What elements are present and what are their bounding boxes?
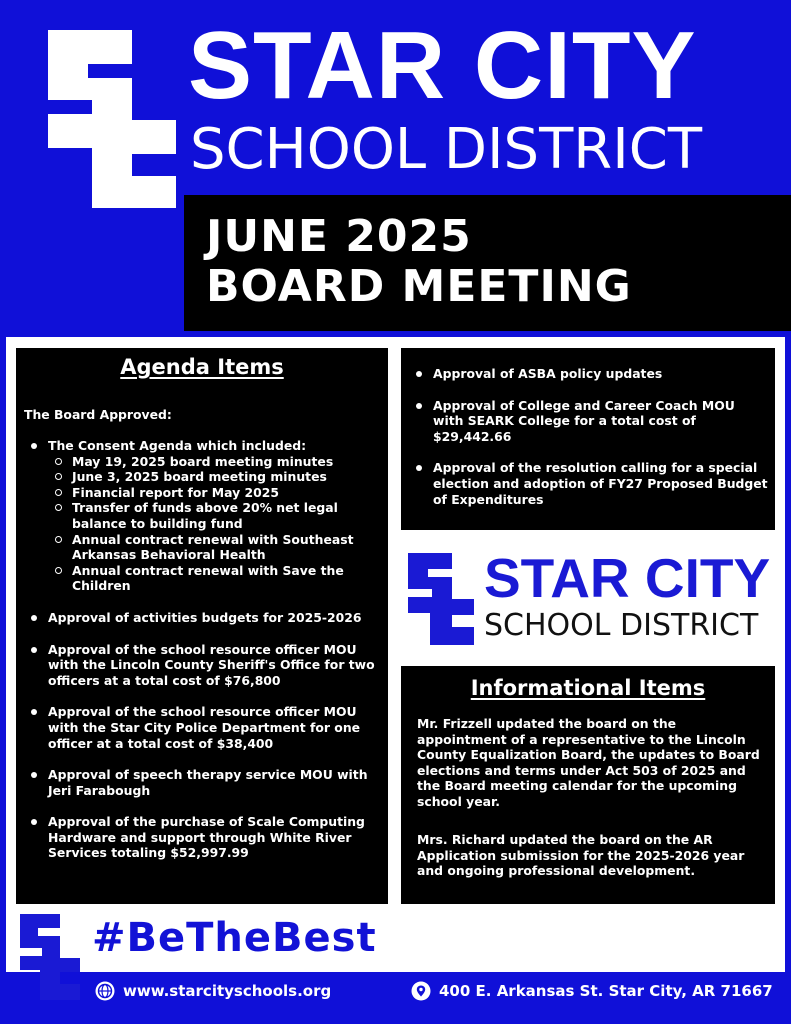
agenda-intro: The Board Approved:	[24, 407, 172, 422]
sub-item: June 3, 2025 board meeting minutes	[48, 469, 386, 485]
website-text: www.starcityschools.org	[123, 982, 332, 1000]
sub-item: Transfer of funds above 20% net legal balance to building fund	[48, 500, 386, 531]
agenda-list	[24, 438, 386, 877]
address-text: 400 E. Arkansas St. Star City, AR 71667	[439, 982, 773, 1000]
agenda-heading: Agenda Items	[120, 355, 284, 379]
list-item: Approval of the school resource officer MOU with the Star City Police Department for one officer at a total cost of $38,400	[24, 704, 386, 751]
info-panel	[401, 666, 775, 904]
sub-item: Annual contract renewal with Southeast Arkansas Behavioral Health	[48, 532, 386, 563]
content-area	[6, 337, 785, 910]
consent-sublist	[48, 454, 386, 594]
list-item: Approval of the purchase of Scale Computing Hardware and support through White River Services totaling $52,997.99	[24, 814, 386, 861]
list-item: Approval of activities budgets for 2025-2026	[24, 610, 386, 626]
sub-item: May 19, 2025 board meeting minutes	[48, 454, 386, 470]
website-link[interactable]	[95, 980, 331, 1002]
sc-logo-small	[404, 547, 476, 647]
info-heading: Informational Items	[470, 676, 706, 700]
header	[0, 0, 791, 335]
list-item: Approval of speech therapy service MOU with Jeri Farabough	[24, 767, 386, 798]
approvals-list	[409, 366, 769, 523]
consent-label: The Consent Agenda which included:	[48, 438, 307, 453]
mid-subtitle: SCHOOL DISTRICT	[484, 608, 759, 643]
list-item: Approval of College and Career Coach MOU with SEARK College for a total cost of $29,442.66	[409, 398, 769, 445]
meeting-banner	[184, 195, 791, 331]
sub-item: Annual contract renewal with Save the Children	[48, 563, 386, 594]
meeting-date: JUNE 2025	[206, 211, 472, 262]
sub-item: Financial report for May 2025	[48, 485, 386, 501]
info-paragraph-1: Mr. Frizzell updated the board on the appointment of a representative to the Lincoln County Equalization Board, the updates to Board elections and terms under Act 503 of 2025 and the Board meeting calendar for the upcoming school year.	[417, 716, 760, 809]
globe-icon	[95, 981, 115, 1001]
address	[411, 980, 773, 1002]
agenda-panel	[16, 348, 388, 904]
list-item: Approval of ASBA policy updates	[409, 366, 769, 382]
approvals-panel	[401, 348, 775, 530]
list-item	[24, 438, 386, 594]
sc-logo	[40, 20, 180, 210]
district-title: STAR CITY	[188, 12, 697, 119]
list-item: Approval of the resolution calling for a special election and adoption of FY27 Proposed Budget of Expenditures	[409, 460, 769, 507]
sc-logo-footer	[16, 910, 84, 1002]
district-subtitle: SCHOOL DISTRICT	[190, 117, 703, 182]
location-pin-icon	[411, 981, 431, 1001]
mid-title: STAR CITY	[484, 547, 771, 609]
list-item: Approval of the school resource officer MOU with the Lincoln County Sheriff's Office for two officers at a total cost of $76,800	[24, 642, 386, 689]
meeting-title: BOARD MEETING	[206, 261, 632, 312]
hashtag: #BeTheBest	[92, 915, 377, 961]
mid-logo	[404, 547, 774, 652]
info-paragraph-2: Mrs. Richard updated the board on the AR Application submission for the 2025-2026 year and ongoing professional development.	[417, 832, 745, 879]
